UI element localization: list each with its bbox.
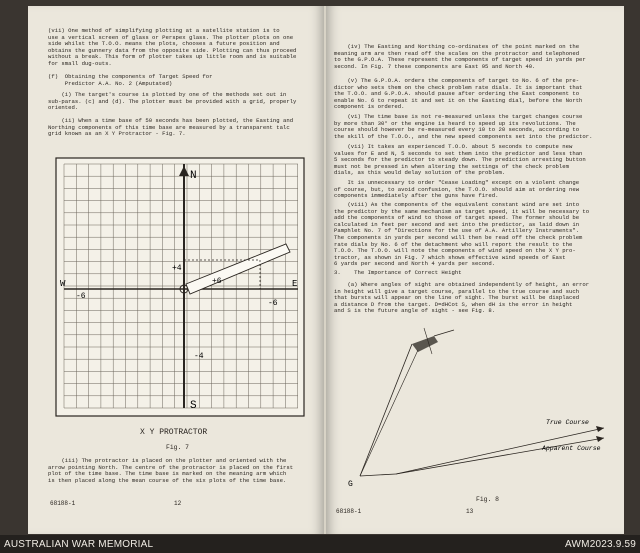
grid-label-plus6: +6 [212,277,222,286]
archive-reference: AWM2023.9.59 [565,539,636,550]
gun-position-label: G [348,480,353,489]
left-para-vii: (vii) One method of simplifying plotting at a satellite station is to use a vertical screen of glass or Perspex glass. The plotter plots on one side whilst the T.O.O. means the plots, chooses a future position and obtains the gunnery data from the opposite side. Plotting can thus proceed without a break. This form of plotter takes up little room and is suitable for small dug-outs. [48,27,297,67]
grid-label-west: W [60,279,66,289]
grid-label-minus4: -4 [194,352,204,361]
right-footer-code: 68188-1 [336,508,362,515]
left-footer-code: 68188-1 [50,500,76,507]
apparent-course-line [396,438,604,474]
open-book [28,6,624,534]
grid-label-plus4: +4 [172,264,182,273]
left-page-number: 12 [174,500,182,507]
right-para-vi: (vi) The time base is not re-measured unless the target changes course by more than 30° or the engine is heard to speed up its revolutions. The course should however be re-measured every 10 to 20 seconds, according to the skill of the T.O.O., and the new speed components set into the predictor. [334,113,593,140]
xy-protractor-figure [54,156,306,418]
figure-7-label: Fig. 7 [166,444,190,451]
right-page [326,6,624,534]
line-of-sight [360,344,412,476]
left-para-iii: (iii) The protractor is placed on the plotter and oriented with the arrow pointing North. The centre of the protractor is placed on the first plot of the time base. The time base is marked on the meaning arm which is then placed along the mean course of the six plots of the time base. [48,457,294,484]
section-3-heading: 3. The Importance of Correct Height [334,269,462,276]
right-page-number: 13 [466,508,474,515]
grid-label-south: S [190,400,197,412]
grid-label-minus6-east: -6 [268,299,278,308]
figure-8-label: Fig. 8 [476,496,500,503]
grid-label-north: N [190,170,197,182]
figure-7-title: X Y PROTRACTOR [140,428,208,437]
apparent-course-label: Apparent Course [542,445,601,452]
true-course-arrow-icon [596,426,604,432]
right-para-vii: (vii) It takes an experienced T.O.O. about 5 seconds to compute new values for E and N, 5 seconds to set them into the predictor and less than 5 seconds for the predictor to steady down. The prediction arresting button must not be pressed in when altering the settings of the check problem dials, as this would delay solution of the problem. [334,143,586,177]
fig-8-diagram [336,324,616,494]
right-para-iv: (iv) The Easting and Northing co-ordinates of the point marked on the meaning arm are then read off the scales on the protractor and telephoned to the G.P.O.A. These represent the components of target speed in yards per second. In Fig. 7 these components are East 95 and North 40. [334,43,586,70]
true-course-label: True Course [546,419,589,426]
archive-name: AUSTRALIAN WAR MEMORIAL [4,539,154,550]
apparent-course-arrow-icon [596,436,604,442]
archive-caption-bar [0,535,640,553]
right-para-note: It is unnecessary to order "Cease Loading" except on a violent change of course, but, to avoid confusion, the T.O.O. should aim at ordering new components immediately after the guns have fired. [334,179,580,200]
left-para-ii: (ii) When a time base of 50 seconds has been plotted, the Easting and Northing components of this time base are measured by a transparent talc grid known as an X Y Protractor - Fig. 7. [48,117,294,138]
left-para-f: (f) Obtaining the components of Target Speed for Predictor A.A. No. 2 (Amputated) [48,73,213,87]
right-para-v: (v) The G.P.O.A. orders the components of target to No. 6 of the pre- dictor who sets them on the check problem rate dials. It is important that the T.O.O. and G.P.O.A. should pause after ordering the East component to enable No. 6 to repeat it and set it on the Easting dial, before the North component is ordered. [334,77,583,111]
right-para-viii: (viii) As the components of the equivalent constant wind are set into the predictor by the same mechanism as target speed, it will be necessary to add the components of wind to those of target speed. The former should be calculated in feet per second and set into the predictor, as laid down in Pamphlet No. 7 of "Directions for the use of A.A. Artillery Instruments". The components in yards per second will then be read off the check problem rate dials by No. 6 of the detachment who will report the result to the T.O.O. The T.O.O. will note the components of wind speed on the X Y pro- tractor, as shown in Fig. 7 which shows effective wind speeds of East 6 yards per second and North 4 yards per second. [334,201,590,268]
aircraft-icon [412,336,438,352]
left-page [28,6,324,534]
right-para-a: (a) Where angles of sight are obtained independently of height, an error in height will give a target course, parallel to the true course and such that bursts will appear on the line of sight. The burst will be displaced a distance D from the target. D=dHCot S, when dH is the error in height and S is the future angle of sight - see Fig. 8. [334,281,590,315]
grid-label-east: E [292,279,298,289]
grid-label-minus6: -6 [76,292,86,301]
left-para-i: (i) The target's course is plotted by one of the methods set out in sub-paras. (c) and (d). The plotter must be provided with a grid, properly oriented. [48,91,297,112]
